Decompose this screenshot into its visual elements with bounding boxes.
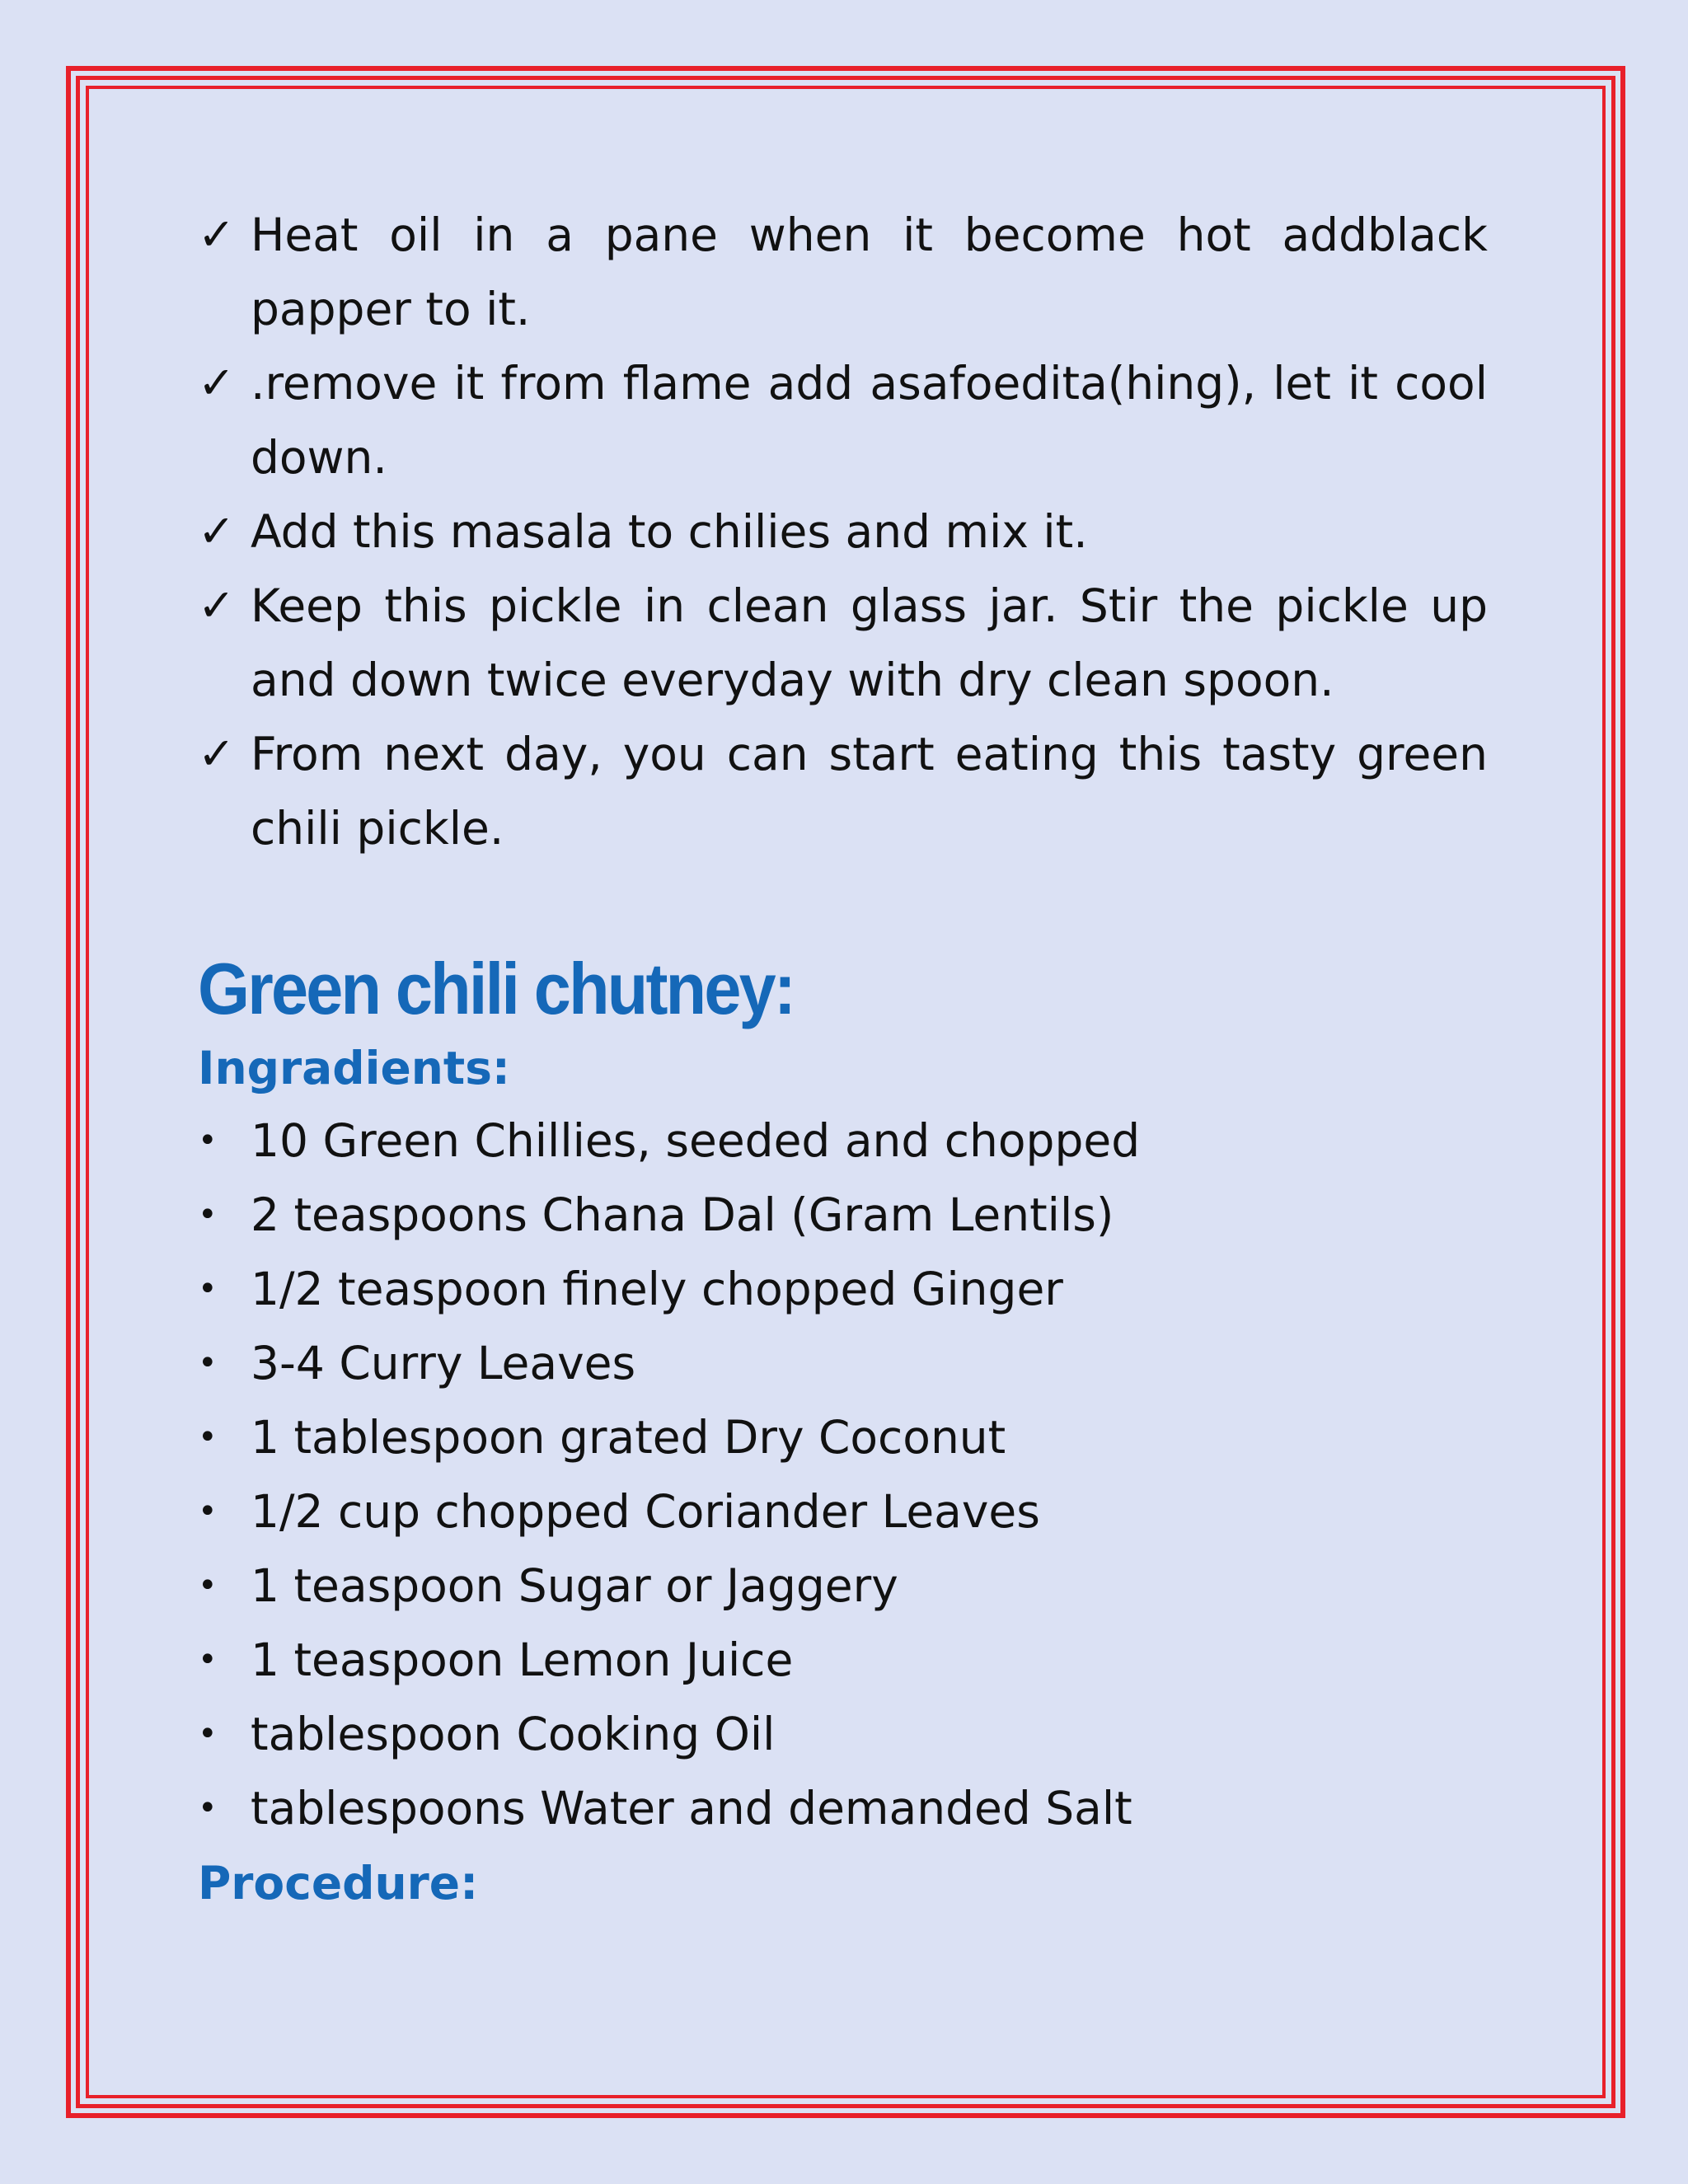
checkmark-icon: ✓ (198, 728, 236, 780)
step-item (198, 569, 1488, 717)
bullet-icon: • (198, 1493, 218, 1530)
step-text: Heat oil in a pane when it become hot addblack papper to it. (251, 209, 1488, 335)
step-item (198, 494, 1488, 569)
bullet-icon: • (198, 1789, 218, 1827)
ingredient-text: 10 Green Chillies, seeded and chopped (251, 1114, 1141, 1167)
bullet-icon: • (198, 1122, 218, 1160)
ingredient-item (198, 1549, 1488, 1623)
ingredients-heading: Ingradients: (198, 1042, 510, 1094)
pickle-steps-list (198, 198, 1488, 865)
bullet-icon: • (198, 1641, 218, 1679)
checkmark-icon: ✓ (198, 505, 236, 557)
ingredient-item (198, 1400, 1488, 1474)
step-text: Add this masala to chilies and mix it. (251, 505, 1088, 558)
ingredient-text: 1 tablespoon grated Dry Coconut (251, 1411, 1006, 1464)
step-item (198, 198, 1488, 346)
checkmark-icon: ✓ (198, 357, 236, 409)
ingredient-text: 1/2 teaspoon finely chopped Ginger (251, 1263, 1063, 1315)
procedure-heading: Procedure: (198, 1857, 479, 1910)
ingredient-item (198, 1178, 1488, 1252)
ingredient-text: tablespoon Cooking Oil (251, 1708, 776, 1760)
bullet-icon: • (198, 1567, 218, 1605)
bullet-icon: • (198, 1196, 218, 1234)
bullet-icon: • (198, 1270, 218, 1308)
ingredient-text: 1 teaspoon Lemon Juice (251, 1633, 794, 1686)
ingredient-text: 2 teaspoons Chana Dal (Gram Lentils) (251, 1188, 1114, 1241)
ingredient-text: 1/2 cup chopped Coriander Leaves (251, 1485, 1040, 1538)
bullet-icon: • (198, 1418, 218, 1456)
page-content (198, 198, 1488, 1919)
ingredient-text: 3-4 Curry Leaves (251, 1337, 636, 1390)
step-text: Keep this pickle in clean glass jar. Stir the pickle up and down twice everyday with dry clean spoon. (251, 579, 1488, 706)
ingredient-text: tablespoons Water and demanded Salt (251, 1782, 1132, 1835)
checkmark-icon: ✓ (198, 579, 236, 631)
ingredient-text: 1 teaspoon Sugar or Jaggery (251, 1559, 898, 1612)
bullet-icon: • (198, 1715, 218, 1753)
step-text: .remove it from flame add asafoedita(hing), let it cool down. (251, 357, 1488, 484)
step-item (198, 346, 1488, 494)
ingredient-item (198, 1771, 1488, 1845)
checkmark-icon: ✓ (198, 209, 236, 260)
ingredient-item (198, 1252, 1488, 1326)
recipe-title: Green chili chutney: (198, 948, 795, 1029)
step-item (198, 717, 1488, 865)
bullet-icon: • (198, 1344, 218, 1382)
ingredients-list (198, 1104, 1488, 1845)
ingredient-item (198, 1474, 1488, 1549)
ingredient-item (198, 1326, 1488, 1400)
ingredient-item (198, 1697, 1488, 1771)
step-text: From next day, you can start eating this tasty green chili pickle. (251, 728, 1488, 855)
ingredient-item (198, 1623, 1488, 1697)
ingredient-item (198, 1104, 1488, 1178)
